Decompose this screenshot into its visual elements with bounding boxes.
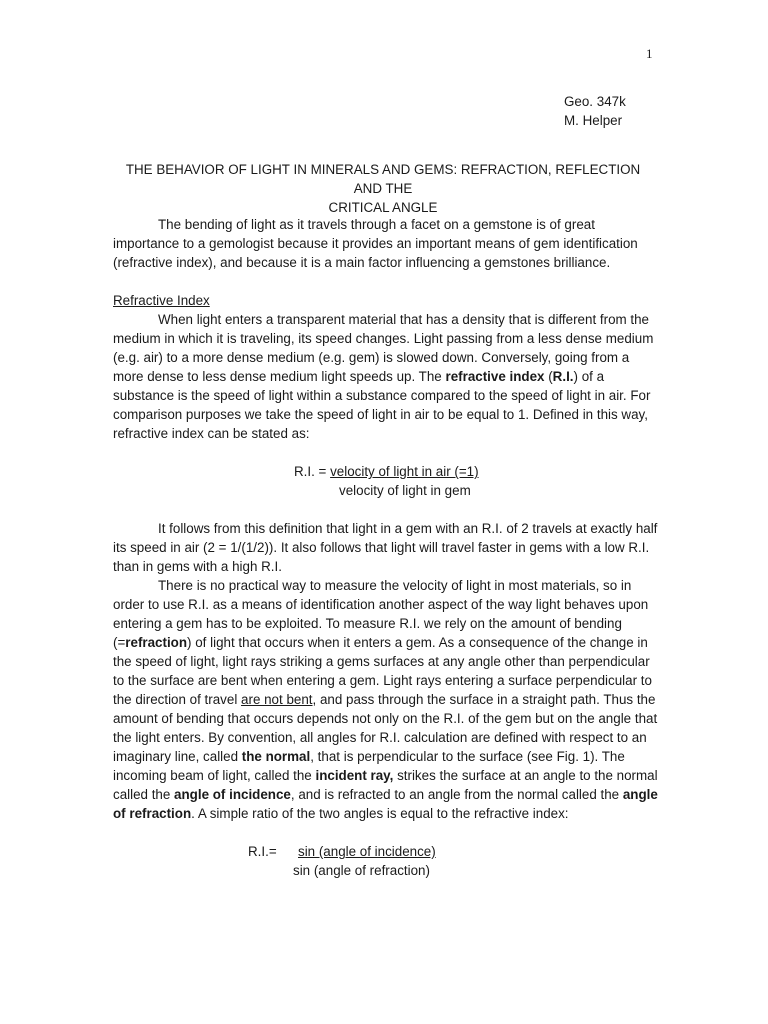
formula-denominator: velocity of light in gem	[339, 483, 471, 498]
title-line-2: CRITICAL ANGLE	[328, 200, 438, 215]
text-run: , and pass through the surface in a straight path. Thus the amount of bending that occurs depends not only on the R.I. of the gem but on the angle that the light enters. By convention, all angles for R.I. calculation are defined with respect to an imaginary line, called	[113, 692, 658, 764]
bold-term: refraction	[125, 635, 188, 650]
bold-term: angle of refraction	[113, 787, 658, 821]
formula-numerator-row	[294, 462, 661, 481]
spacer	[113, 823, 661, 842]
bold-term: incident ray,	[315, 768, 394, 783]
bold-term: the normal	[241, 749, 311, 764]
text-run: , that is perpendicular to the surface (see Fig. 1). The incoming beam of light, called the	[113, 749, 625, 783]
formula-lhs: R.I.=	[248, 844, 277, 859]
text-run: strikes the surface at an angle to the normal called the	[113, 768, 658, 802]
course-code: Geo. 347k	[564, 94, 626, 109]
bold-term: refractive index	[445, 369, 545, 384]
formula-lhs: R.I. =	[294, 464, 331, 479]
spacer	[113, 272, 661, 291]
spacer	[113, 443, 661, 462]
author-name: M. Helper	[564, 113, 623, 128]
document-body	[113, 215, 661, 880]
formula-numerator: sin (angle of incidence)	[298, 844, 436, 859]
text-run: There is no practical way to measure the velocity of light in most materials, so in order to use R.I. as a means of identification another aspect of the way light behaves upon entering a gem has to be exploited. To measure R.I. we rely on the amount of bending (=	[113, 578, 649, 650]
refraction-paragraph	[113, 576, 661, 823]
text-run: When light enters a transparent material that has a density that is different from the medium in which it is traveling, its speed changes. Light passing from a less dense medium (e.g. air) to a more dense medium (e.g. gem) is slowed down. Conversely, going from a more dense to less dense medium light speeds up. The	[113, 312, 654, 384]
document-title	[112, 160, 654, 217]
formula-numerator-row	[248, 842, 661, 861]
spacer	[113, 500, 661, 519]
title-line-1: THE BEHAVIOR OF LIGHT IN MINERALS AND GEMS: REFRACTION, REFLECTION AND THE	[125, 162, 641, 196]
text-run: . A simple ratio of the two angles is equal to the refractive index:	[191, 806, 569, 821]
formula-velocity	[113, 462, 661, 500]
formula-sine-ratio	[113, 842, 661, 880]
bold-term: angle of incidence	[174, 787, 291, 802]
underlined-phrase: are not bent	[241, 692, 313, 707]
definition-paragraph: It follows from this definition that light in a gem with an R.I. of 2 travels at exactly half its speed in air (2 = 1/(1/2)). It also follows that light will travel faster in gems with a low R.I. than in gems with a high R.I.	[113, 521, 658, 574]
section-heading: Refractive Index	[113, 293, 210, 308]
text-run: ) of light that occurs when it enters a gem. As a consequence of the change in the speed of light, light rays striking a gems surfaces at any angle other than perpendicular to the surface are bent when entering a gem. Light rays entering a surface perpendicular to the direction of travel	[113, 635, 652, 707]
refractive-index-paragraph	[113, 310, 661, 443]
intro-paragraph: The bending of light as it travels through a facet on a gemstone is of great importance to a gemologist because it provides an important means of gem identification (refractive index), and because it is a main factor influencing a gemstones brilliance.	[113, 217, 638, 270]
text-run: ) of a substance is the speed of light within a substance compared to the speed of light in air. For comparison purposes we take the speed of light in air to be equal to 1. Defined in this way, refractive index can be stated as:	[113, 369, 651, 441]
text-run: (	[544, 369, 553, 384]
page-number: 1	[646, 46, 653, 61]
course-header	[564, 92, 626, 130]
bold-term: R.I.	[552, 369, 574, 384]
formula-denominator: sin (angle of refraction)	[293, 863, 430, 878]
formula-numerator: velocity of light in air (=1)	[330, 464, 479, 479]
text-run: , and is refracted to an angle from the normal called the	[290, 787, 623, 802]
